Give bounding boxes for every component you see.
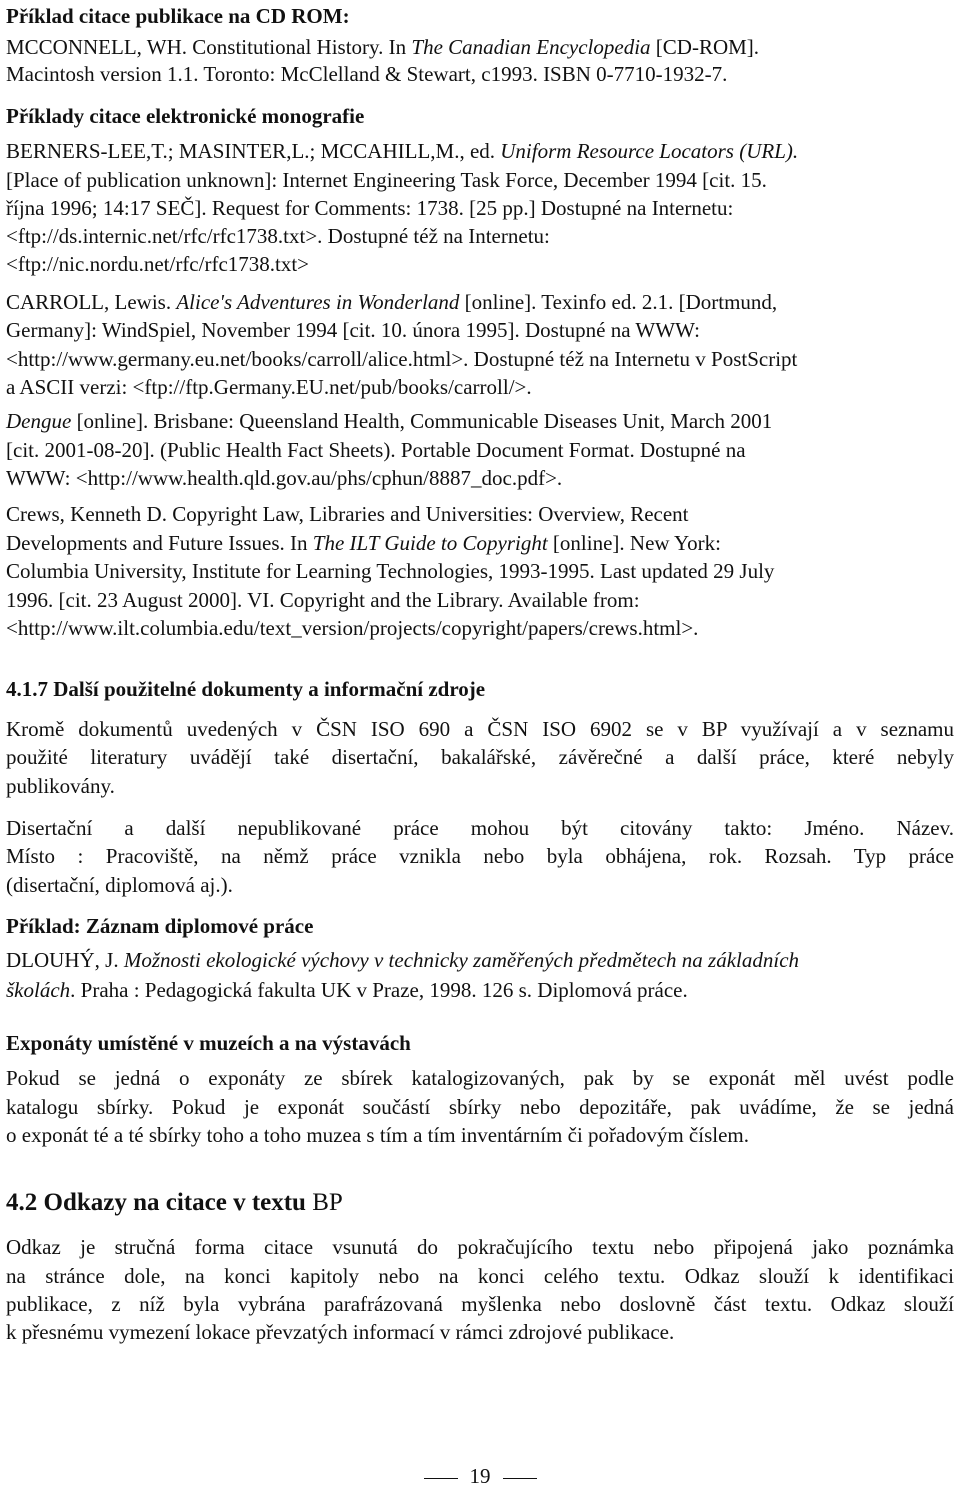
page-number-dash-right bbox=[503, 1478, 537, 1479]
heading-thesis-example: Příklad: Záznam diplomové práce bbox=[6, 914, 314, 938]
citation-crews-line-3: Columbia University, Institute for Learning Technologies, 1993-1995. Last updated 29 July bbox=[6, 559, 775, 583]
citation-text: MCCONNELL, WH. Constitutional History. In bbox=[6, 35, 412, 59]
citation-dengue-line-1 bbox=[6, 407, 954, 435]
paragraph-exhibits-line-2: katalogu sbírky. Pokud je exponát součástí sbírky nebo depozitáře, pak uvádíme, že se jedná bbox=[6, 1095, 954, 1119]
section-heading-4-2 bbox=[6, 1189, 954, 1217]
citation-carroll-line-1 bbox=[6, 288, 954, 316]
citation-title: The Canadian Encyclopedia bbox=[411, 35, 651, 59]
section-heading-text: 4.2 Odkazy na citace v textu bbox=[6, 1189, 313, 1216]
citation-cd-line-2: Macintosh version 1.1. Toronto: McClelland & Stewart, c1993. ISBN 0-7710-1932-7. bbox=[6, 62, 728, 86]
citation-title: Možnosti ekologické výchovy v technicky zaměřených předmětech na základních bbox=[123, 948, 800, 972]
paragraph-exhibits-line-3: o exponát té a té sbírky toho a toho muzea s tím a tím inventárním či pořadovým číslem. bbox=[6, 1123, 749, 1147]
citation-dlouhy-line-1 bbox=[6, 946, 954, 974]
paragraph-krome-line-2: použité literatury uvádějí také disertační, bakalářské, závěrečné a další práce, které nebyly bbox=[6, 745, 954, 769]
heading-cd-example: Příklad citace publikace na CD ROM: bbox=[6, 4, 350, 28]
citation-title: Uniform Resource Locators (URL). bbox=[500, 139, 799, 163]
citation-carroll-line-4: a ASCII verzi: <ftp://ftp.Germany.EU.net/pub/books/carroll/>. bbox=[6, 375, 532, 399]
paragraph-disert-line-1: Disertační a další nepublikované práce mohou být citovány takto: Jméno. Název. bbox=[6, 816, 954, 840]
citation-text: BERNERS-LEE,T.; MASINTER,L.; MCCAHILL,M., ed. bbox=[6, 139, 501, 163]
citation-text: CARROLL, Lewis. bbox=[6, 290, 177, 314]
citation-title: školách bbox=[6, 978, 71, 1002]
paragraph-disert-line-2: Místo : Pracoviště, na němž práce vznikla nebo byla obhájena, rok. Rozsah. Typ práce bbox=[6, 844, 954, 868]
heading-exhibits: Exponáty umístěné v muzeích a na výstavách bbox=[6, 1031, 411, 1055]
paragraph-krome-line-1: Kromě dokumentů uvedených v ČSN ISO 690 a ČSN ISO 6902 se v BP využívají a v seznamu bbox=[6, 717, 954, 741]
paragraph-odkaz-line-2: na stránce dole, na konci kapitoly nebo na konci celého textu. Odkaz slouží k identifikaci bbox=[6, 1264, 954, 1288]
section-heading-4-1-7: 4.1.7 Další použitelné dokumenty a informační zdroje bbox=[6, 677, 486, 701]
citation-title: The ILT Guide to Copyright bbox=[312, 531, 548, 555]
citation-dengue-line-3: WWW: <http://www.health.qld.gov.au/phs/cphun/8887_doc.pdf>. bbox=[6, 466, 563, 490]
paragraph-krome-line-3: publikovány. bbox=[6, 774, 115, 798]
citation-text: [online]. Texinfo ed. 2.1. [Dortmund, bbox=[459, 290, 778, 314]
citation-crews-line-2 bbox=[6, 529, 954, 557]
citation-berners-line-3: října 1996; 14:17 SEČ]. Request for Comments: 1738. [25 pp.] Dostupné na Internetu: bbox=[6, 196, 734, 220]
page-number-dash-left bbox=[424, 1478, 458, 1479]
citation-dengue-line-2: [cit. 2001-08-20]. (Public Health Fact Sheets). Portable Document Format. Dostupné na bbox=[6, 438, 746, 462]
citation-title: Alice's Adventures in Wonderland bbox=[176, 290, 460, 314]
citation-berners-line-5: <ftp://nic.nordu.net/rfc/rfc1738.txt> bbox=[6, 252, 310, 276]
heading-monograph-example: Příklady citace elektronické monografie bbox=[6, 104, 365, 128]
paragraph-exhibits-line-1: Pokud se jedná o exponáty ze sbírek katalogizovaných, pak by se exponát měl uvést podle bbox=[6, 1066, 954, 1090]
citation-carroll-line-2: Germany]: WindSpiel, November 1994 [cit. 10. února 1995]. Dostupné na WWW: bbox=[6, 318, 700, 342]
page-number-text: 19 bbox=[469, 1464, 491, 1488]
citation-cd-line-1 bbox=[6, 33, 954, 61]
page-number bbox=[0, 1464, 960, 1489]
citation-text: . Praha : Pedagogická fakulta UK v Praze, 1998. 126 s. Diplomová práce. bbox=[70, 978, 688, 1002]
paragraph-disert-line-3: (disertační, diplomová aj.). bbox=[6, 873, 233, 897]
paragraph-odkaz-line-1: Odkaz je stručná forma citace vsunutá do pokračujícího textu nebo připojená jako poznámka bbox=[6, 1235, 954, 1259]
citation-text: [CD-ROM]. bbox=[650, 35, 760, 59]
paragraph-odkaz-line-4: k přesnému vymezení lokace převzatých informací v rámci zdrojové publikace. bbox=[6, 1320, 675, 1344]
citation-text: DLOUHÝ, J. bbox=[6, 948, 124, 972]
citation-dlouhy-line-2 bbox=[6, 976, 954, 1004]
citation-berners-line-4: <ftp://ds.internic.net/rfc/rfc1738.txt>. Dostupné též na Internetu: bbox=[6, 224, 550, 248]
citation-text: Developments and Future Issues. In bbox=[6, 531, 313, 555]
citation-crews-line-5: <http://www.ilt.columbia.edu/text_version/projects/copyright/papers/crews.html>. bbox=[6, 616, 699, 640]
citation-berners-line-1 bbox=[6, 137, 954, 165]
citation-text: [online]. New York: bbox=[547, 531, 721, 555]
citation-title: Dengue bbox=[6, 409, 72, 433]
citation-berners-line-2: [Place of publication unknown]: Internet Engineering Task Force, December 1994 [cit. 15. bbox=[6, 168, 767, 192]
citation-carroll-line-3: <http://www.germany.eu.net/books/carroll/alice.html>. Dostupné též na Internetu v PostScript bbox=[6, 347, 798, 371]
citation-text: [online]. Brisbane: Queensland Health, Communicable Diseases Unit, March 2001 bbox=[71, 409, 773, 433]
paragraph-odkaz-line-3: publikace, z níž byla vybrána parafrázovaná myšlenka nebo doslovně část textu. Odkaz slouží bbox=[6, 1292, 954, 1316]
citation-crews-line-1: Crews, Kenneth D. Copyright Law, Libraries and Universities: Overview, Recent bbox=[6, 502, 689, 526]
citation-crews-line-4: 1996. [cit. 23 August 2000]. VI. Copyright and the Library. Available from: bbox=[6, 588, 640, 612]
section-heading-suffix: BP bbox=[312, 1189, 343, 1216]
